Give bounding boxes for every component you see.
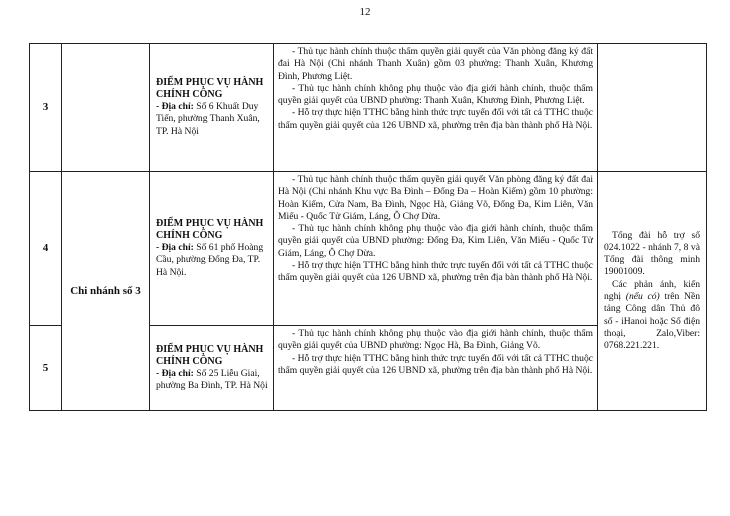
procedure-item: - Thủ tục hành chính thuộc thẩm quyền giải quyết của Văn phòng đăng ký đất đai Hà Nội (Chi nhánh Thanh Xuân) gồm 03 phường: Thanh Xuân, Khương Đình, Phương Liệt. [278,46,593,82]
contact-cell [598,172,707,411]
place-cell [150,44,274,172]
procedure-item: - Thủ tục hành chính không phụ thuộc vào địa giới hành chính, thuộc thẩm quyền giải quyết của UBND phường: Ngọc Hà, Ba Đình, Giảng Võ. [278,328,593,352]
place-title: ĐIỂM PHỤC VỤ HÀNH CHÍNH CÔNG [156,77,264,101]
address-label: - Địa chỉ: [156,242,194,254]
place-cell [150,172,274,326]
place-cell [150,326,274,411]
feedback-text [604,279,700,353]
table-row [30,172,707,326]
procedure-item: - Thủ tục hành chính thuộc thẩm quyền giải quyết Văn phòng đăng ký đất đai Hà Nội (Chi nhánh Khu vực Ba Đình – Đống Đa – Hoàn Kiếm) gồm 10 phường: Hoàn Kiếm, Cửa Nam, Ba Đình, Ngọc Hà, Giảng Võ, Đống Đa, Kim Liên, Văn Miếu - Quốc Tử Giám, Láng, Ô Chợ Dừa. [278,174,593,222]
feedback-text-b: trên Nền tảng Công dân Thủ đô số - iHanoi hoặc Số điện thoại, Zalo,Viber: 0768.221.221. [604,291,700,352]
procedure-item: - Thủ tục hành chính không phụ thuộc vào địa giới hành chính, thuộc thẩm quyền giải quyết của UBND phường: Đống Đa, Kim Liên, Văn Miếu - Quốc Tử Giám, Láng, Ô Chợ Dừa. [278,223,593,259]
address-value: Số 61 phố Hoàng Cầu, phường Đống Đa, TP. Hà Nội. [156,242,264,278]
feedback-text-italic: (nếu có) [625,291,660,302]
branch-cell-empty [62,44,150,172]
place-title: ĐIỂM PHỤC VỤ HÀNH CHÍNH CÔNG [156,218,264,242]
procedures-cell [274,44,598,172]
place-address [156,101,269,138]
procedure-item: - Hỗ trợ thực hiện TTHC bằng hình thức trực tuyến đối với tất cả TTHC thuộc thẩm quyền giải quyết của 126 UBND xã, phường trên địa bàn thành phố Hà Nội. [278,260,593,284]
row-number: 3 [30,44,62,172]
contact-cell-empty [598,44,707,172]
row-number: 5 [30,326,62,411]
procedure-item: - Hỗ trợ thực hiện TTHC bằng hình thức trực tuyến đối với tất cả TTHC thuộc thẩm quyền giải quyết của 126 UBND xã, phường trên địa bàn thành phố Hà Nội. [278,352,593,376]
place-address [156,368,269,393]
address-value: Số 25 Liễu Giai, phường Ba Đình, TP. Hà Nội [156,367,268,391]
procedure-item: - Thủ tục hành chính không phụ thuộc vào địa giới hành chính, thuộc thẩm quyền giải quyết của UBND phường: Thanh Xuân, Khương Đình, Phương Liệt. [278,82,593,107]
branch-name: Chi nhánh số 3 [62,172,150,411]
hotline-text: Tổng đài hỗ trợ số 024.1022 - nhánh 7, 8 và Tổng đài thông minh 19001009. [604,229,700,278]
procedures-cell [274,326,598,411]
procedure-item: - Hỗ trợ thực hiện TTHC bằng hình thức trực tuyến đối với tất cả TTHC thuộc thẩm quyền giải quyết của 126 UBND xã, phường trên địa bàn thành phố Hà Nội. [278,107,593,131]
procedures-cell [274,172,598,326]
place-address [156,242,269,279]
feedback-text-a: Các phản ánh, kiến nghị [604,278,700,302]
address-value: Số 6 Khuất Duy Tiến, phường Thanh Xuân, TP. Hà Nội [156,101,260,137]
address-label: - Địa chỉ: [156,367,194,379]
row-number: 4 [30,172,62,326]
address-label: - Địa chỉ: [156,101,194,113]
page-number: 12 [359,6,371,18]
place-title: ĐIỂM PHỤC VỤ HÀNH CHÍNH CÔNG [156,343,264,367]
table-row [30,44,707,172]
service-points-table [29,43,707,411]
